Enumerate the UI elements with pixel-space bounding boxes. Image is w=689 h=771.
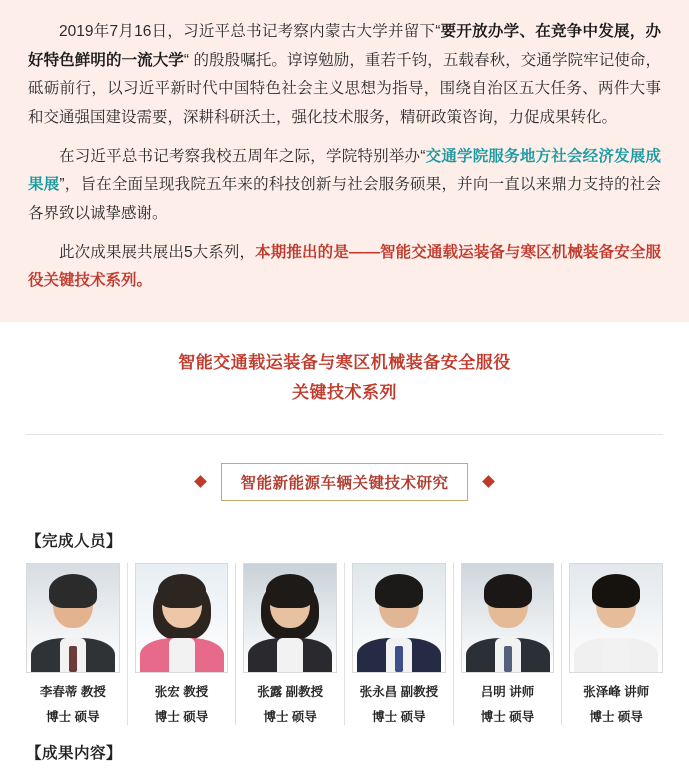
photo-hair-top <box>158 574 206 608</box>
intro-block <box>0 0 689 322</box>
photo-hair-top <box>266 574 314 608</box>
person-name: 张露 副教授 <box>257 684 324 699</box>
photo-shirt <box>169 638 195 672</box>
intro-text-run: 要开放办学、在竞争中发展，办好特色鲜明的一流大学 <box>28 23 661 69</box>
photo-tie <box>395 646 403 672</box>
person-card <box>569 563 663 725</box>
diamond-left-icon <box>195 475 208 488</box>
photo-hair-top <box>375 574 423 608</box>
person-photo <box>352 563 446 673</box>
results-section-header: 【成果内容】 <box>26 744 123 762</box>
person-degree: 博士 硕导 <box>480 709 535 724</box>
members-section-header: 【完成人员】 <box>26 532 123 550</box>
person-photo <box>135 563 229 673</box>
intro-text-run: 此次成果展共展出5大系列， <box>59 243 256 261</box>
people-separator <box>344 563 345 725</box>
person-name: 李春蒂 教授 <box>39 684 106 699</box>
people-grid <box>0 563 689 725</box>
series-title <box>0 322 689 424</box>
person-card <box>26 563 120 725</box>
intro-text-run: ”，旨在全面呈现我院五年来的科技创新与社会服务硕果，并向一直以来鼎力支持的社会各界致以诚挚感谢。 <box>28 176 661 223</box>
people-separator <box>453 563 454 725</box>
photo-hair-top <box>592 574 640 608</box>
intro-text-run: “ 的殷殷嘱托。谆谆勉励，重若千钧，五载春秋，交通学院牢记使命，砥砺前行，以习近平新时代中国特色社会主义思想为指导，围绕自治区五大任务、两件大事和交通强国建设需要，深耕科研沃土，强化技术服务，精研政策咨询，力促成果转化。 <box>28 51 661 127</box>
photo-hair-top <box>49 574 97 608</box>
intro-text-run: 2019年7月16日，习近平总书记考察内蒙古大学并留下“ <box>59 23 441 40</box>
person-photo <box>26 563 120 673</box>
person-photo <box>243 563 337 673</box>
person-card <box>352 563 446 725</box>
person-degree: 博士 硕导 <box>372 709 426 724</box>
intro-text-run: 交通学院服务地方社会经济发展成果展 <box>28 147 661 194</box>
people-separator <box>235 563 236 725</box>
intro-paragraph-2 <box>28 143 661 229</box>
person-name: 张泽峰 讲师 <box>583 684 650 699</box>
intro-paragraph-1 <box>28 18 661 133</box>
person-card <box>135 563 229 725</box>
person-degree: 博士 硕导 <box>46 709 100 724</box>
series-title-line-2: 关键技术系列 <box>292 382 397 402</box>
person-degree: 博士 硕导 <box>589 709 643 724</box>
series-title-line-1: 智能交通载运装备与寒区机械装备安全服役 <box>178 353 511 373</box>
person-card <box>243 563 337 725</box>
person-name: 张永昌 副教授 <box>359 684 439 699</box>
person-degree: 博士 硕导 <box>263 709 317 724</box>
person-name: 吕明 讲师 <box>480 684 535 699</box>
people-separator <box>127 563 128 725</box>
intro-paragraph-3 <box>28 239 661 296</box>
subtitle-row <box>0 435 689 527</box>
people-separator <box>561 563 562 725</box>
intro-text-run: 本期推出的是——智能交通载运装备与寒区机械装备安全服役关键技术系列。 <box>28 243 661 290</box>
person-name: 张宏 教授 <box>154 684 209 699</box>
diamond-right-icon <box>482 475 495 488</box>
person-card <box>461 563 555 725</box>
photo-shirt <box>277 638 303 672</box>
photo-shirt <box>603 638 629 672</box>
person-photo <box>569 563 663 673</box>
person-photo <box>461 563 555 673</box>
intro-text-run: 在习近平总书记考察我校五周年之际，学院特别举办“ <box>59 147 426 165</box>
photo-tie <box>69 646 77 672</box>
photo-tie <box>504 646 512 672</box>
person-degree: 博士 硕导 <box>154 709 209 724</box>
subtitle-label: 智能新能源车辆关键技术研究 <box>221 463 467 501</box>
photo-hair-top <box>484 574 532 608</box>
